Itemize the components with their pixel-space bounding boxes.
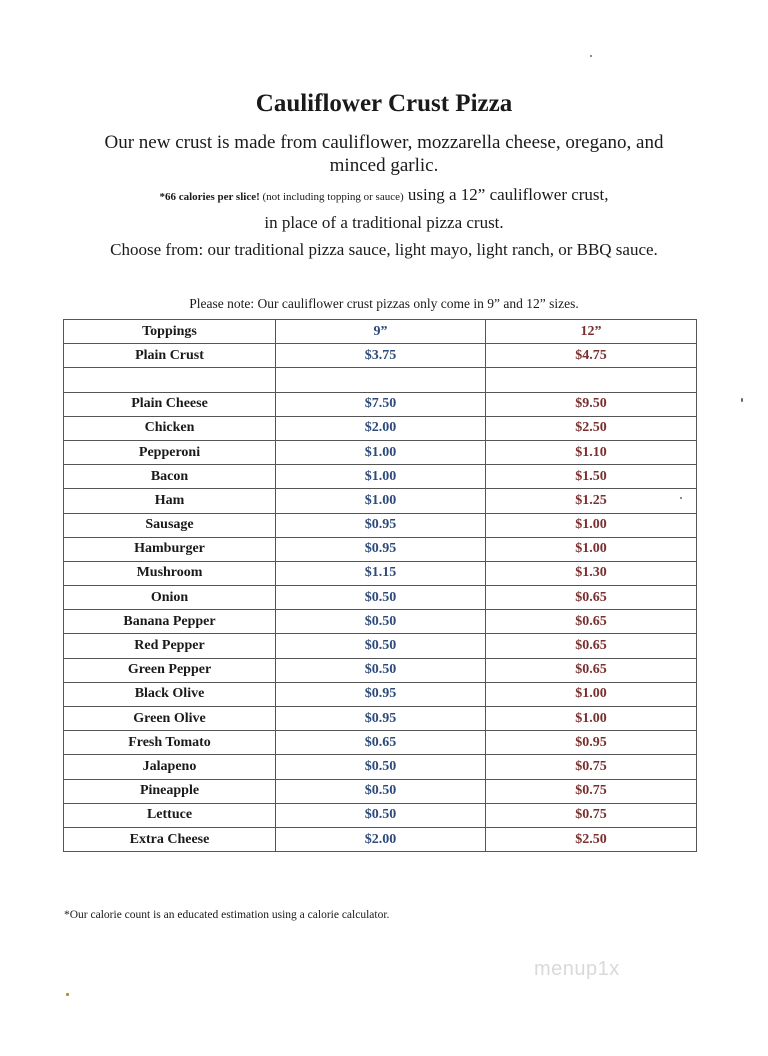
price-12-inch: $1.00 bbox=[486, 513, 697, 537]
price-9-inch: $2.00 bbox=[276, 827, 486, 851]
price-12-inch: $1.50 bbox=[486, 465, 697, 489]
scan-speck bbox=[590, 55, 592, 57]
price-12-inch: $1.30 bbox=[486, 561, 697, 585]
topping-name: Onion bbox=[64, 586, 276, 610]
header-12-inch: 12” bbox=[486, 320, 697, 344]
table-row bbox=[64, 707, 697, 731]
topping-name: Banana Pepper bbox=[64, 610, 276, 634]
price-9-inch: $0.50 bbox=[276, 610, 486, 634]
table-row bbox=[64, 827, 697, 851]
price-9-inch: $3.75 bbox=[276, 344, 486, 368]
calorie-note-rest: using a 12” cauliflower crust, bbox=[403, 185, 609, 204]
topping-name: Plain Crust bbox=[64, 344, 276, 368]
topping-name: Green Pepper bbox=[64, 658, 276, 682]
table-row bbox=[64, 731, 697, 755]
price-12-inch: $4.75 bbox=[486, 344, 697, 368]
watermark-logo: menup1x bbox=[534, 958, 620, 980]
table-row bbox=[64, 682, 697, 706]
price-9-inch: $1.00 bbox=[276, 440, 486, 464]
topping-name: Extra Cheese bbox=[64, 827, 276, 851]
price-12-inch: $1.00 bbox=[486, 537, 697, 561]
topping-name: Pineapple bbox=[64, 779, 276, 803]
page-title: Cauliflower Crust Pizza bbox=[255, 90, 513, 117]
topping-name bbox=[64, 368, 276, 392]
topping-name: Sausage bbox=[64, 513, 276, 537]
price-12-inch bbox=[486, 368, 697, 392]
price-9-inch: $0.50 bbox=[276, 779, 486, 803]
price-12-inch: $2.50 bbox=[486, 827, 697, 851]
table-header-row bbox=[64, 320, 697, 344]
calorie-note bbox=[0, 185, 768, 205]
price-9-inch: $2.00 bbox=[276, 416, 486, 440]
header-toppings: Toppings bbox=[64, 320, 276, 344]
price-12-inch: $1.25 bbox=[486, 489, 697, 513]
topping-name: Bacon bbox=[64, 465, 276, 489]
size-note: Please note: Our cauliflower crust pizzas only come in 9” and 12” sizes. bbox=[189, 296, 579, 311]
price-12-inch: $0.75 bbox=[486, 755, 697, 779]
calorie-note-small: (not including topping or sauce) bbox=[259, 191, 404, 203]
topping-name: Chicken bbox=[64, 416, 276, 440]
price-9-inch: $0.95 bbox=[276, 537, 486, 561]
price-9-inch: $0.50 bbox=[276, 803, 486, 827]
topping-name: Green Olive bbox=[64, 707, 276, 731]
topping-name: Hamburger bbox=[64, 537, 276, 561]
scan-speck bbox=[741, 398, 743, 402]
table-row bbox=[64, 489, 697, 513]
table-row bbox=[64, 416, 697, 440]
intro-text: Our new crust is made from cauliflower, mozzarella cheese, oregano, and minced garlic. bbox=[104, 132, 664, 176]
price-12-inch: $2.50 bbox=[486, 416, 697, 440]
table-row bbox=[64, 561, 697, 585]
price-9-inch: $7.50 bbox=[276, 392, 486, 416]
price-9-inch: $1.00 bbox=[276, 489, 486, 513]
place-line: in place of a traditional pizza crust. bbox=[264, 213, 504, 232]
topping-name: Mushroom bbox=[64, 561, 276, 585]
table-row bbox=[64, 344, 697, 368]
price-12-inch: $9.50 bbox=[486, 392, 697, 416]
price-12-inch: $0.95 bbox=[486, 731, 697, 755]
price-12-inch: $1.10 bbox=[486, 440, 697, 464]
price-9-inch: $0.50 bbox=[276, 755, 486, 779]
table-row bbox=[64, 610, 697, 634]
price-9-inch: $1.15 bbox=[276, 561, 486, 585]
topping-name: Pepperoni bbox=[64, 440, 276, 464]
price-12-inch: $0.65 bbox=[486, 634, 697, 658]
table-row bbox=[64, 779, 697, 803]
table-row bbox=[64, 803, 697, 827]
topping-name: Plain Cheese bbox=[64, 392, 276, 416]
topping-name: Jalapeno bbox=[64, 755, 276, 779]
price-9-inch: $0.95 bbox=[276, 707, 486, 731]
price-12-inch: $0.65 bbox=[486, 658, 697, 682]
price-9-inch: $0.50 bbox=[276, 586, 486, 610]
price-12-inch: $0.75 bbox=[486, 779, 697, 803]
calorie-note-bold: *66 calories per slice! bbox=[159, 191, 260, 203]
price-9-inch bbox=[276, 368, 486, 392]
table-row bbox=[64, 634, 697, 658]
price-12-inch: $0.65 bbox=[486, 586, 697, 610]
price-9-inch: $0.50 bbox=[276, 658, 486, 682]
price-12-inch: $0.75 bbox=[486, 803, 697, 827]
price-9-inch: $0.50 bbox=[276, 634, 486, 658]
sauce-choice-line: Choose from: our traditional pizza sauce, light mayo, light ranch, or BBQ sauce. bbox=[110, 240, 658, 259]
scan-speck bbox=[66, 993, 69, 996]
footnote: *Our calorie count is an educated estimation using a calorie calculator. bbox=[64, 909, 390, 921]
table-row bbox=[64, 368, 697, 392]
table-row bbox=[64, 513, 697, 537]
price-12-inch: $0.65 bbox=[486, 610, 697, 634]
topping-name: Lettuce bbox=[64, 803, 276, 827]
table-row bbox=[64, 392, 697, 416]
topping-name: Black Olive bbox=[64, 682, 276, 706]
table-row bbox=[64, 465, 697, 489]
table-row bbox=[64, 537, 697, 561]
price-12-inch: $1.00 bbox=[486, 682, 697, 706]
table-row bbox=[64, 440, 697, 464]
table-row bbox=[64, 755, 697, 779]
header-9-inch: 9” bbox=[276, 320, 486, 344]
price-9-inch: $0.95 bbox=[276, 513, 486, 537]
topping-name: Ham bbox=[64, 489, 276, 513]
table-row bbox=[64, 658, 697, 682]
price-9-inch: $0.95 bbox=[276, 682, 486, 706]
price-9-inch: $1.00 bbox=[276, 465, 486, 489]
toppings-price-table bbox=[63, 319, 697, 852]
topping-name: Red Pepper bbox=[64, 634, 276, 658]
price-9-inch: $0.65 bbox=[276, 731, 486, 755]
table-row bbox=[64, 586, 697, 610]
scan-speck bbox=[680, 497, 682, 499]
price-12-inch: $1.00 bbox=[486, 707, 697, 731]
topping-name: Fresh Tomato bbox=[64, 731, 276, 755]
